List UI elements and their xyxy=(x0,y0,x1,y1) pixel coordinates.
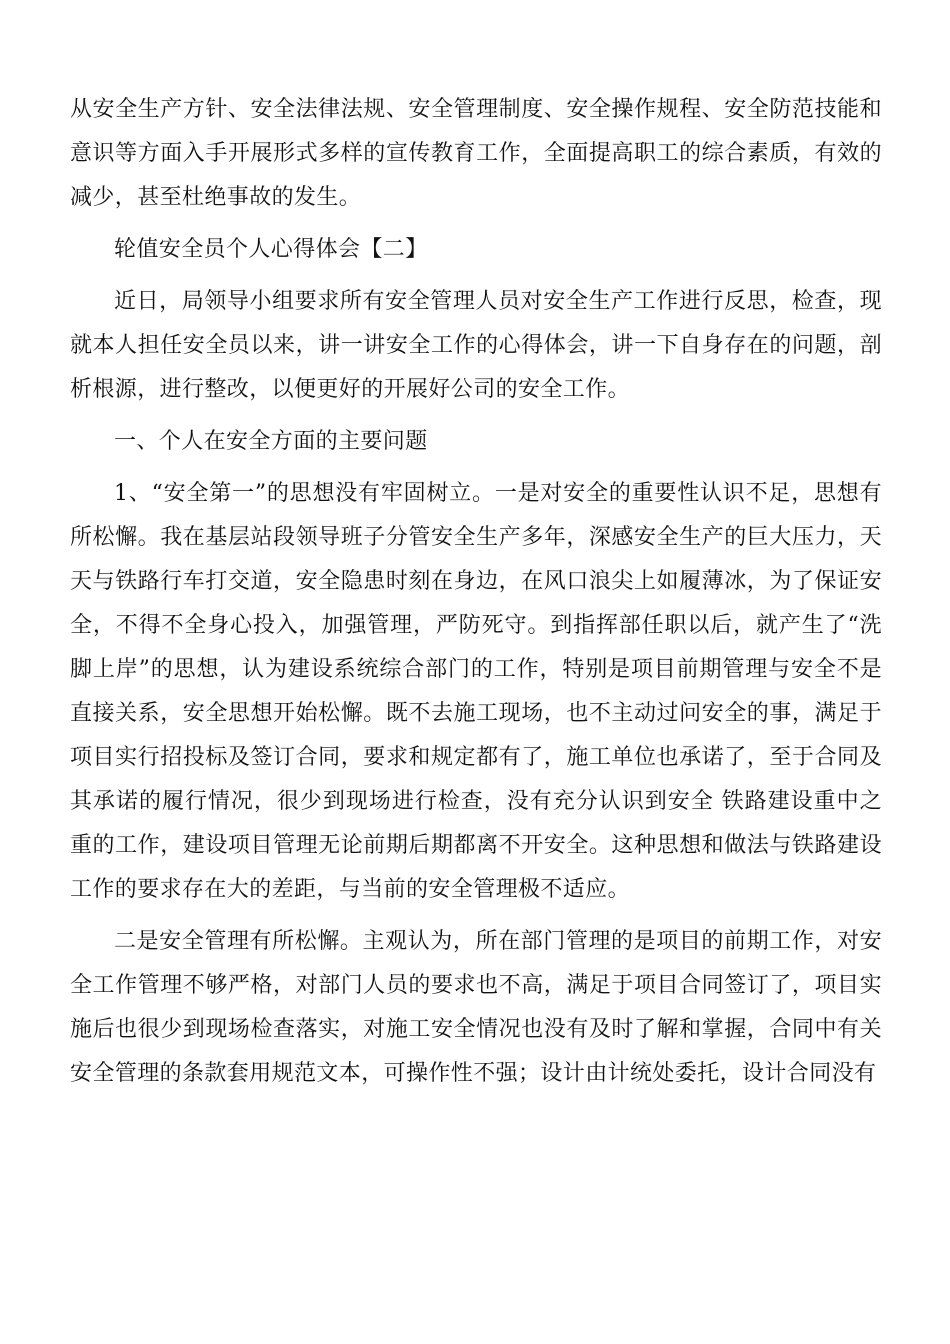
paragraph-point-1: 1、“安全第一”的思想没有牢固树立。一是对安全的重要性认识不足，思想有所松懈。我在基层站段领导班子分管安全生产多年，深感安全生产的巨大压力，天天与铁路行车打交道，安全隐患时刻在身边，在风口浪尖上如履薄冰，为了保证安全，不得不全身心投入，加强管理，严防死守。到指挥部任职以后，就产生了“洗脚上岸”的思想，认为建设系统综合部门的工作，特别是项目前期管理与安全不是直接关系，安全思想开始松懈。既不去施工现场，也不主动过问安全的事，满足于项目实行招投标及签订合同，要求和规定都有了，施工单位也承诺了，至于合同及其承诺的履行情况，很少到现场进行检查，没有充分认识到安全 铁路建设重中之重的工作，建设项目管理无论前期后期都离不开安全。这种思想和做法与铁路建设工作的要求存在大的差距，与当前的安全管理极不适应。 xyxy=(70,481,882,902)
section-heading: 轮值安全员个人心得体会【二】 xyxy=(114,237,428,262)
paragraph-point-2: 二是安全管理有所松懈。主观认为，所在部门管理的是项目的前期工作，对安全工作管理不够严格，对部门人员的要求也不高，满足于项目合同签订了，项目实施后也很少到现场检查落实，对施工安全情况也没有及时了解和掌握，合同中有关安全管理的条款套用规范文本，可操作性不强；设计由计统处委托，设计合同没有 xyxy=(70,929,882,1086)
subsection-heading: 一、个人在安全方面的主要问题 xyxy=(114,429,428,454)
document-body xyxy=(70,88,882,1096)
paragraph-continuation: 从安全生产方针、安全法律法规、安全管理制度、安全操作规程、安全防范技能和意识等方面入手开展形式多样的宣传教育工作，全面提高职工的综合素质，有效的减少，甚至杜绝事故的发生。 xyxy=(70,97,882,210)
paragraph-intro: 近日，局领导小组要求所有安全管理人员对安全生产工作进行反思，检查，现就本人担任安全员以来，讲一讲安全工作的心得体会，讲一下自身存在的问题，剖析根源，进行整改，以便更好的开展好公司的安全工作。 xyxy=(70,289,882,402)
